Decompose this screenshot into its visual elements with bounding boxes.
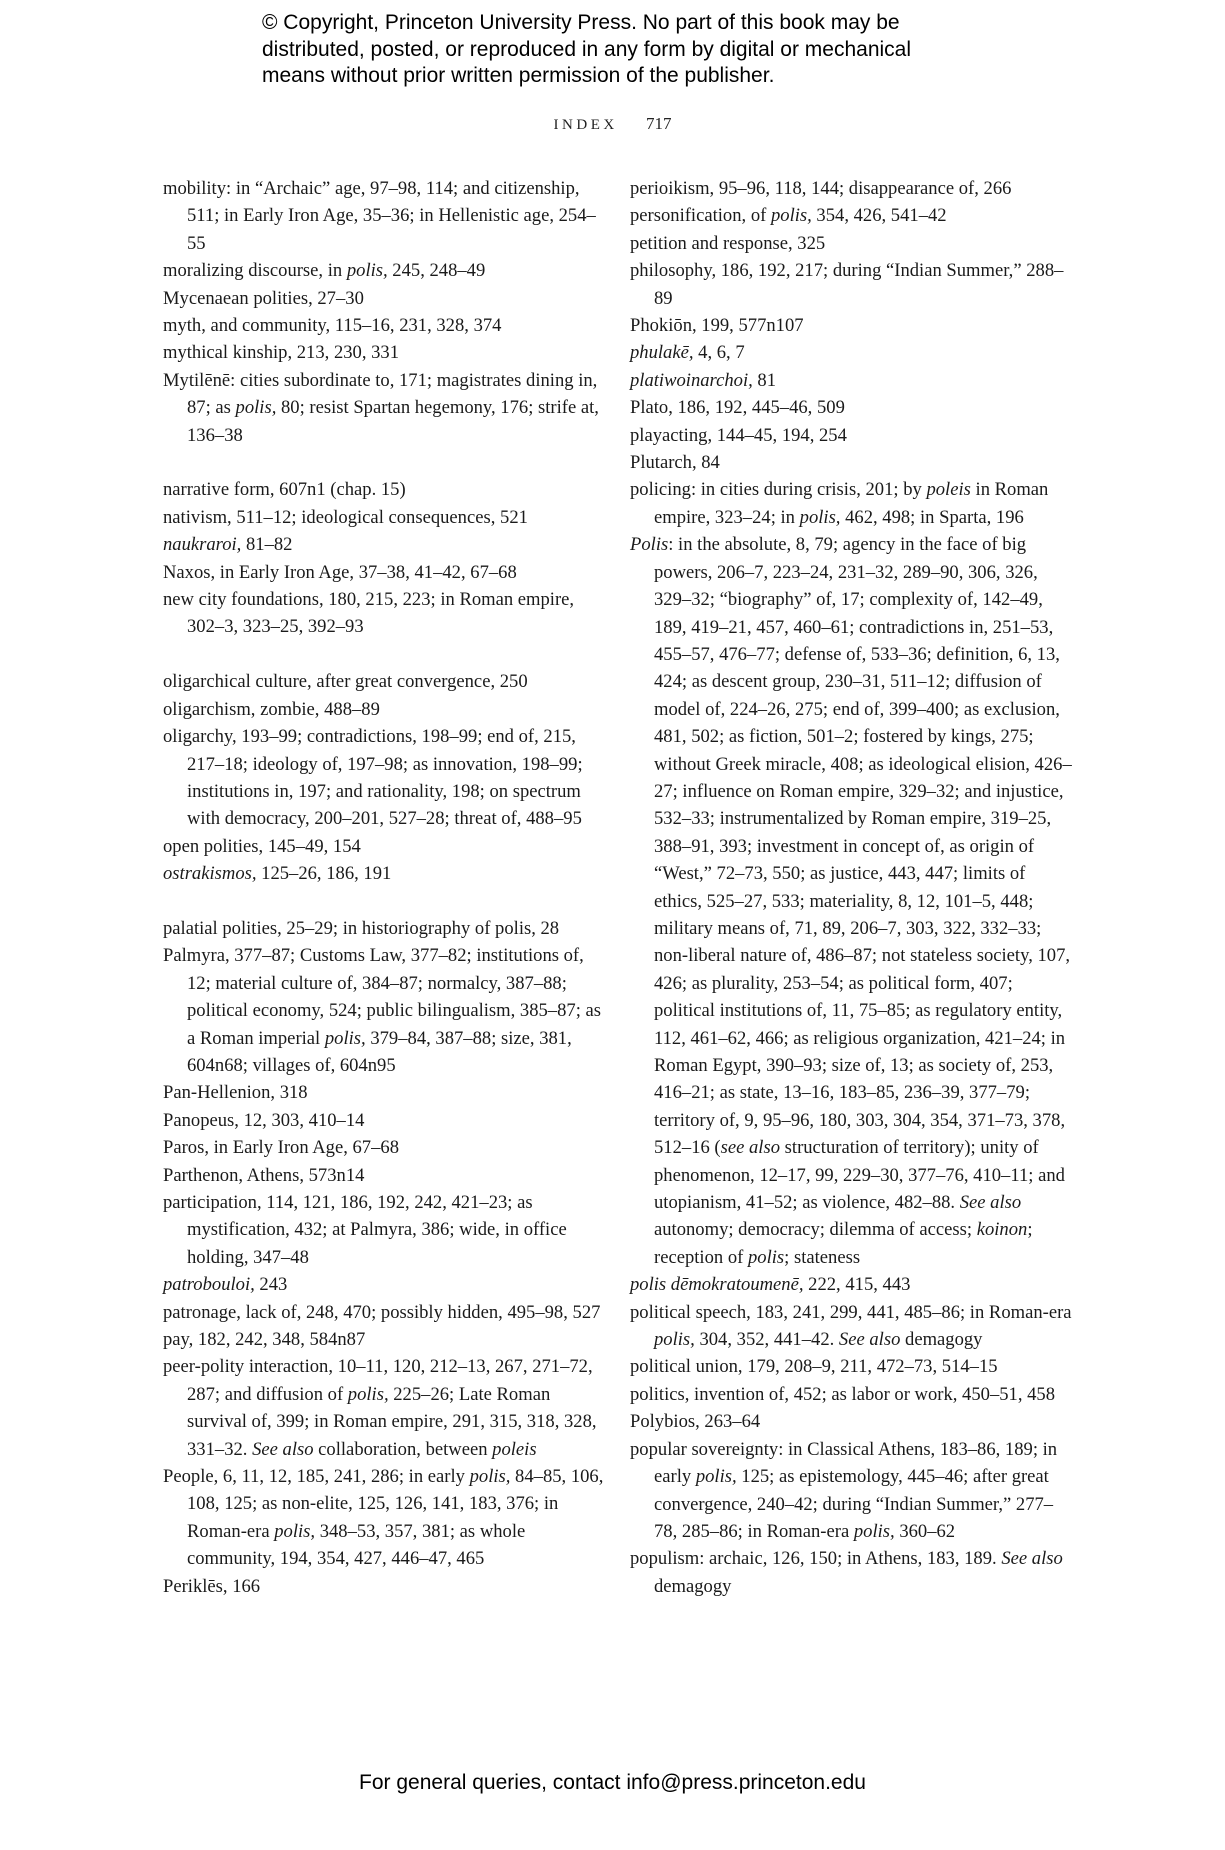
index-entry: new city foundations, 180, 215, 223; in Roman empire, 302–3, 323–25, 392–93 [163,589,575,638]
index-entry: platiwoinarchoi, 81 [630,369,777,391]
index-entry: Paros, in Early Iron Age, 67–68 [163,1137,399,1159]
index-entry: Plato, 186, 192, 445–46, 509 [630,397,845,419]
index-entry: nativism, 511–12; ideological consequences, 521 [163,506,528,528]
index-entry: political union, 179, 208–9, 211, 472–73, 514–15 [630,1356,998,1378]
index-entry: Palmyra, 377–87; Customs Law, 377–82; institutions of, 12; material culture of, 384–87; normalcy, 387–88; political economy, 524; public bilingualism, 385–87; as a Roman imperial polis, 379–84, 387–88; size, 381, 604n68; villages of, 604n95 [163,945,602,1076]
index-entry: perioikism, 95–96, 118, 144; disappearance of, 266 [630,178,1012,199]
copyright-notice [262,10,1022,90]
copyright-line: means without prior written permission of the publisher. [262,64,775,87]
index-entry: Parthenon, Athens, 573n14 [163,1164,365,1186]
index-entry: Naxos, in Early Iron Age, 37–38, 41–42, 67–68 [163,561,517,583]
index-entry: Plutarch, 84 [630,452,720,474]
index-entry: politics, invention of, 452; as labor or work, 450–51, 458 [630,1383,1056,1405]
index-column-right [630,175,1075,1600]
index-entry: People, 6, 11, 12, 185, 241, 286; in early polis, 84–85, 106, 108, 125; as non-elite, 125, 126, 141, 183, 376; in Roman-era polis, 348–53, 357, 381; as whole community, 194, 354, 427, 446–47, 465 [163,1466,604,1570]
index-entry: ostrakismos, 125–26, 186, 191 [163,863,392,885]
page-number: 717 [645,114,672,133]
index-entry: Mytilēnē: cities subordinate to, 171; magistrates dining in, 87; as polis, 80; resist Spartan hegemony, 176; strife at, 136–38 [163,369,599,446]
index-entry: philosophy, 186, 192, 217; during “Indian Summer,” 288–89 [630,260,1064,309]
index-entry: Polybios, 263–64 [630,1411,761,1433]
index-entry: narrative form, 607n1 (chap. 15) [163,479,406,501]
index-entry: petition and response, 325 [630,232,826,254]
index-entry: oligarchy, 193–99; contradictions, 198–99; end of, 215, 217–18; ideology of, 197–98; as innovation, 198–99; institutions in, 197; and rationality, 198; on spectrum with democracy, 200–201, 527–28; threat of, 488–95 [163,726,583,830]
index-entry: peer-polity interaction, 10–11, 120, 212–13, 267, 271–72, 287; and diffusion of polis, 225–26; Late Roman survival of, 399; in Roman empire, 291, 315, 318, 328, 331–32. See also collaboration, between poleis [163,1356,597,1460]
index-entry: moralizing discourse, in polis, 245, 248–49 [163,260,486,282]
index-entry: palatial polities, 25–29; in historiography of polis, 28 [163,917,560,939]
index-entry: policing: in cities during crisis, 201; by poleis in Roman empire, 323–24; in polis, 462, 498; in Sparta, 196 [630,479,1049,528]
copyright-line: © Copyright, Princeton University Press. No part of this book may be [262,11,900,34]
index-entry: patrobouloi, 243 [163,1274,288,1296]
index-entry: popular sovereignty: in Classical Athens, 183–86, 189; in early polis, 125; as epistemology, 445–46; after great convergence, 240–42; during “Indian Summer,” 277–78, 285–86; in Roman-era polis, 360–62 [630,1438,1058,1542]
copyright-line: distributed, posted, or reproduced in any form by digital or mechanical [262,37,912,61]
index-entry: phulakē, 4, 6, 7 [630,342,745,364]
index-entry: open polities, 145–49, 154 [163,835,361,857]
index-column-left [163,175,605,1600]
index-entry: Polis: in the absolute, 8, 79; agency in the face of big powers, 206–7, 223–24, 231–32, 289–90, 306, 326, 329–32; “biography” of, 17; complexity of, 142–49, 189, 419–21, 457, 460–61; contradictions in, 251–53, 455–57, 476–77; defense of, 533–36; definition, 6, 13, 424; as descent group, 230–31, 511–12; diffusion of model of, 224–26, 275; end of, 399–400; as exclusion, 481, 502; as fiction, 501–2; fostered by kings, 275; without Greek miracle, 408; as ideological elision, 426–27; influence on Roman empire, 329–32; and injustice, 532–33; instrumentalized by Roman empire, 319–25, 388–91, 393; investment in concept of, as origin of “West,” 72–73, 550; as justice, 443, 447; limits of ethics, 525–27, 533; materiality, 8, 12, 101–5, 448; military means of, 71, 89, 206–7, 303, 322, 332–33; non-liberal nature of, 486–87; not stateless society, 107, 426; as plurality, 253–54; as political form, 407; political institutions of, 11, 75–85; as regulatory entity, 112, 461–62, 466; as religious organization, 421–24; in Roman Egypt, 390–93; size of, 13; as society of, 253, 416–21; as state, 13–16, 183–85, 236–39, 377–79; territory of, 9, 95–96, 180, 303, 304, 354, 371–73, 378, 512–16 (see also structuration of territory); unity of phenomenon, 12–17, 99, 229–30, 377–76, 410–11; and utopianism, 41–52; as violence, 482–88. See also autonomy; democracy; dilemma of access; koinon; reception of polis; stateness [630,534,1072,1268]
index-entry: naukraroi, 81–82 [163,534,293,556]
footer-contact: For general queries, contact info@press.princeton.edu [359,1771,866,1794]
index-entry: mythical kinship, 213, 230, 331 [163,342,400,364]
index-entry: polis dēmokratoumenē, 222, 415, 443 [630,1274,911,1296]
index-entry: patronage, lack of, 248, 470; possibly hidden, 495–98, 527 [163,1301,601,1323]
index-entry: populism: archaic, 126, 150; in Athens, 183, 189. See also demagogy [630,1548,1063,1597]
index-entry: pay, 182, 242, 348, 584n87 [163,1329,366,1351]
index-entry: personification, of polis, 354, 426, 541–42 [630,205,947,227]
index-entry: oligarchical culture, after great convergence, 250 [163,671,528,693]
index-entry: mobility: in “Archaic” age, 97–98, 114; and citizenship, 511; in Early Iron Age, 35–36; in Hellenistic age, 254–55 [163,178,596,254]
index-entry: participation, 114, 121, 186, 192, 242, 421–23; as mystification, 432; at Palmyra, 386; wide, in office holding, 347–48 [163,1191,567,1268]
index-entry: playacting, 144–45, 194, 254 [630,424,847,446]
index-entry: Pan-Hellenion, 318 [163,1082,308,1104]
index-entry: Periklēs, 166 [163,1575,261,1597]
index-entry: Phokiōn, 199, 577n107 [630,315,804,337]
index-entry: Mycenaean polities, 27–30 [163,287,364,309]
index-entry: oligarchism, zombie, 488–89 [163,698,380,720]
index-entry: myth, and community, 115–16, 231, 328, 374 [163,315,502,337]
running-head-label: INDEX [553,117,618,133]
index-entry: Panopeus, 12, 303, 410–14 [163,1109,365,1131]
index-entry: political speech, 183, 241, 299, 441, 485–86; in Roman-era polis, 304, 352, 441–42. See also demagogy [630,1301,1072,1351]
running-head [0,114,1225,134]
